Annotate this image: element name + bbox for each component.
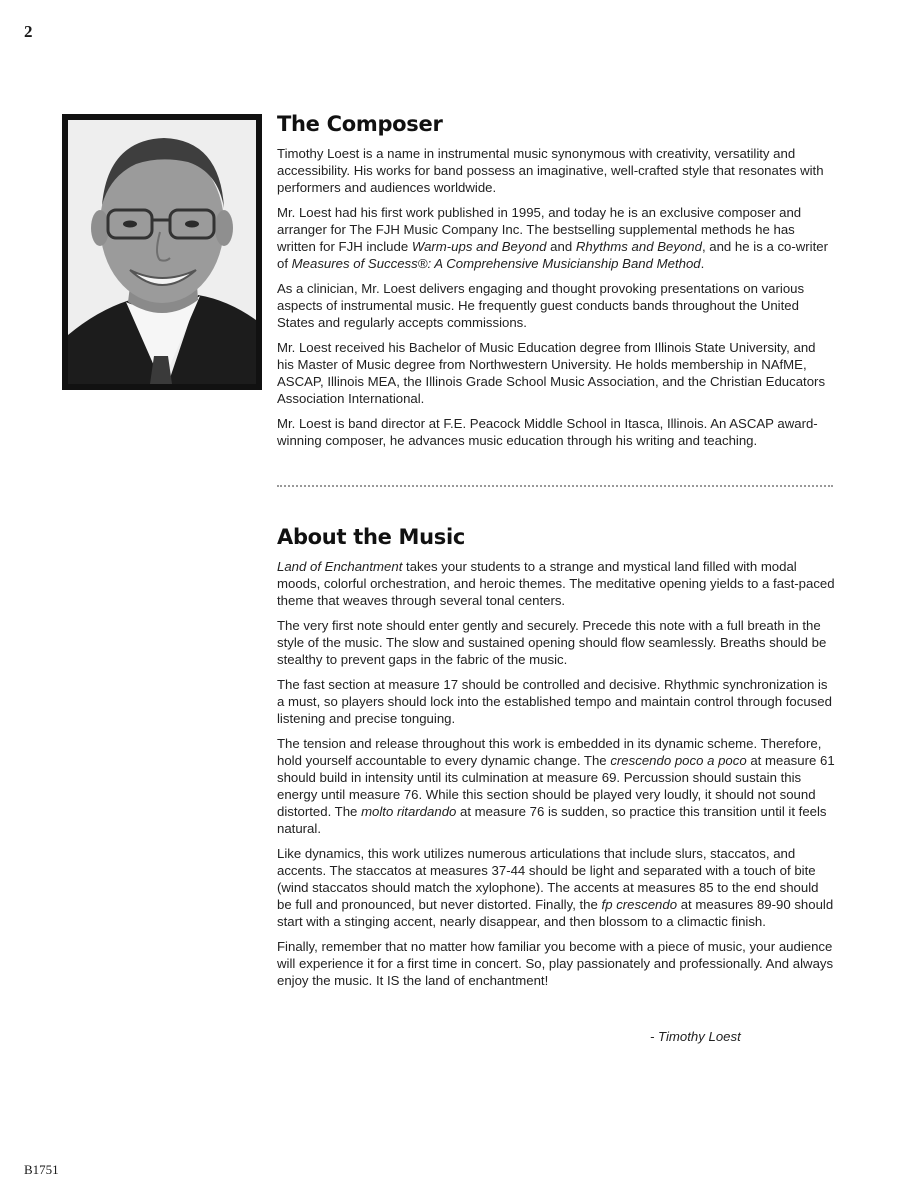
text-span: Mr. Loest had his first work published in 1995, and today he is an exclusive composer and arranger for The FJH Music Company Inc. The bestselling supplemental methods he has written for FJH include [277,205,802,254]
text-span: Like dynamics, this work utilizes numerous articulations that include slurs, staccatos, and accents. The staccatos at measures 37-44 should be light and separated with a touch of bite (wind staccatos should match the xylophone). The accents at measures 85 to the end should be full and pronounced, but never distorted. Finally, the [277,846,819,912]
composer-portrait-image [68,120,256,384]
music-paragraph-6: Finally, remember that no matter how familiar you become with a piece of music, your audience will experience it for a first time in concert. So, play passionately and professionally. And always enjoy the music. It IS the land of enchantment! [277,939,834,988]
method-title-measures: Measures of Success®: A Comprehensive Musicianship Band Method [291,256,701,271]
music-paragraph-5 [277,845,835,930]
method-title-rhythms: Rhythms and Beyond [575,239,702,254]
catalog-code: B1751 [24,1162,59,1177]
text-span: at measures 89-90 should start with a stinging accent, nearly disappear, and then blossom to a climactic finish. [277,897,834,929]
piece-title: Land of Enchantment [277,559,403,574]
composer-paragraph-1: Timothy Loest is a name in instrumental music synonymous with creativity, versatility and accessibility. His works for band possess an imaginative, well-crafted style that resonates with performers and audiences worldwide. [277,146,824,195]
about-music-heading: About the Music [277,525,466,549]
dotted-divider [277,485,833,487]
text-span: at measure 61 should build in intensity until its culmination at measure 69. Percussion should sustain this energy until measure 76. While this section should be played very loudly, it should not sound distorted. The [277,753,835,819]
text-span: , and he is a co-writer of [277,239,829,271]
term-fp-crescendo: fp crescendo [601,897,678,912]
signature: - Timothy Loest [650,1029,741,1044]
composer-paragraph-2 [277,204,835,272]
page-number: 2 [24,22,33,41]
text-span: The tension and release throughout this work is embedded in its dynamic scheme. Therefore, hold yourself accountable to every dynamic change. The [277,736,822,768]
method-title-warmups: Warm-ups and Beyond [411,239,547,254]
composer-paragraph-3: As a clinician, Mr. Loest delivers engaging and thought provoking presentations on various aspects of instrumental music. He frequently guest conducts bands throughout the United States and regularly accepts commissions. [277,281,805,330]
term-crescendo: crescendo poco a poco [610,753,747,768]
composer-heading: The Composer [277,112,443,136]
composer-paragraph-5: Mr. Loest is band director at F.E. Peacock Middle School in Itasca, Illinois. An ASCAP award-winning composer, he advances music education through his writing and teaching. [277,416,818,448]
about-music-section [277,525,835,997]
composer-photo [62,114,262,390]
text-span: takes your students to a strange and mystical land filled with modal moods, colorful orchestration, and heroic themes. The meditative opening yields to a fast-paced theme that weaves through several tonal centers. [277,559,835,608]
music-paragraph-3: The fast section at measure 17 should be controlled and decisive. Rhythmic synchronization is a must, so players should lock into the established tempo and maintain control through focused listening and precise tonguing. [277,677,832,726]
text-span: at measure 76 is sudden, so practice this transition until it feels natural. [277,804,827,836]
music-paragraph-4 [277,735,835,837]
music-paragraph-1 [277,558,835,609]
term-molto-ritardando: molto ritardando [361,804,457,819]
music-paragraph-2: The very first note should enter gently and securely. Precede this note with a full breath in the style of the music. The slow and sustained opening should flow seamlessly. Breaths should be stealthy to prevent gaps in the fabric of the music. [277,618,827,667]
composer-section [277,112,835,457]
text-span: and [546,239,576,254]
composer-paragraph-4: Mr. Loest received his Bachelor of Music Education degree from Illinois State University, and his Master of Music degree from Northwestern University. He holds membership in NAfME, ASCAP, Illinois MEA, the Illinois Grade School Music Association, and the Christian Educators Association International. [277,340,826,406]
text-span: . [700,256,705,271]
